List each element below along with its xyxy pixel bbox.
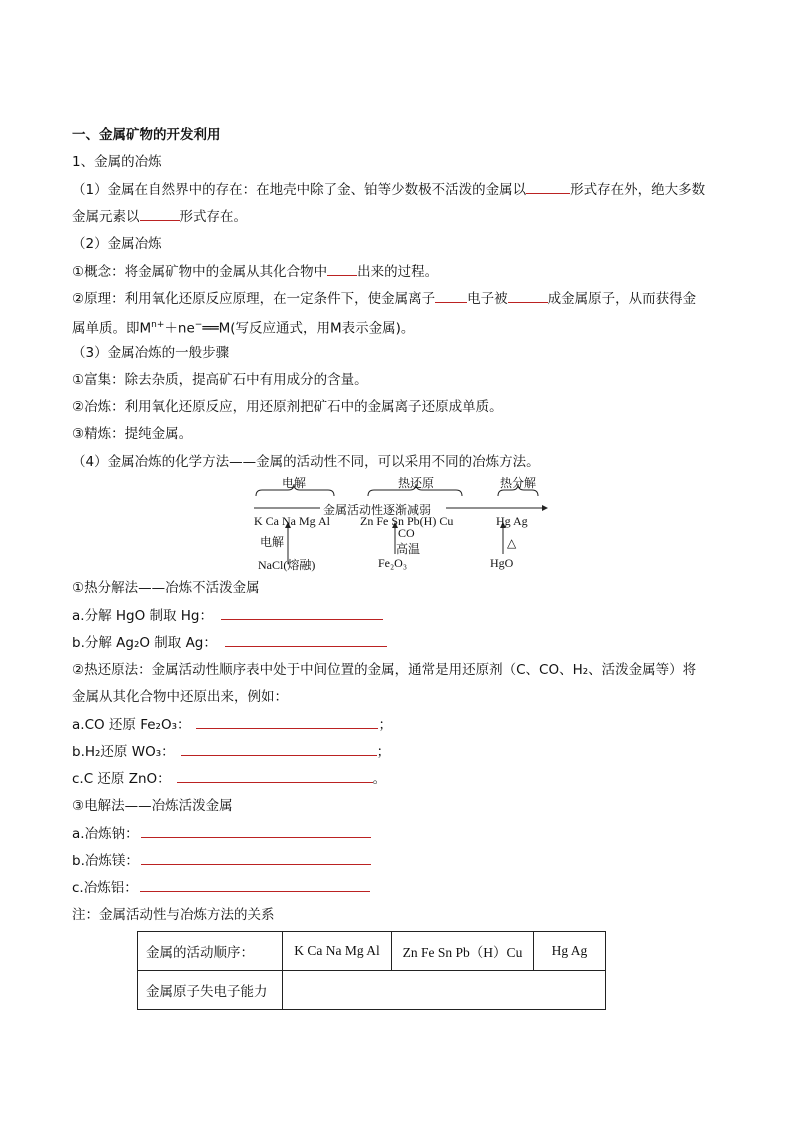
exercise-line — [72, 824, 371, 843]
table-row — [138, 971, 606, 1010]
metals-group-1: K Ca Na Mg Al — [254, 514, 330, 528]
brace-label-thermal-reduction: 热还原 — [398, 476, 435, 490]
table-cell: 金属的活动顺序： — [138, 932, 283, 971]
text: ══M(写反应通式，用M表示金属)。 — [202, 320, 415, 337]
brace-label-thermal-decomposition: 热分解 — [500, 476, 537, 490]
exercise-line — [72, 878, 370, 897]
method-title-cont: 金属从其化合物中还原出来，例如： — [72, 689, 288, 705]
condition-high-temp: 高温 — [396, 542, 421, 556]
exercise-line — [72, 715, 392, 734]
text: 属单质。即M — [72, 320, 152, 337]
exercise-line — [72, 851, 371, 870]
text: ＋ne — [164, 320, 195, 337]
text: c.C 还原 ZnO： — [72, 771, 171, 787]
text: ②原理：利用氧化还原反应原理，在一定条件下，使金属离子 — [72, 291, 436, 307]
metals-group-2: Zn Fe Sn Pb(H) Cu — [360, 514, 454, 528]
concept-line — [72, 262, 438, 281]
source-hgo: HgO — [490, 556, 514, 570]
principle-line1 — [72, 289, 696, 308]
paragraph-existence-line2 — [72, 207, 247, 226]
fill-blank[interactable] — [140, 207, 180, 221]
text: a.分解 HgO 制取 Hg： — [72, 608, 214, 624]
step-line: ②冶炼：利用氧化还原反应，用还原剂把矿石中的金属离子还原成单质。 — [72, 399, 503, 415]
text: （1）金属在自然界中的存在：在地壳中除了金、铂等少数极不活泼的金属以 — [72, 182, 527, 198]
metal-activity-diagram — [250, 476, 550, 576]
subsection-title: （3）金属冶炼的一般步骤 — [72, 345, 230, 361]
text: ①概念：将金属矿物中的金属从其化合物中 — [72, 264, 328, 280]
table-cell-empty[interactable] — [283, 971, 606, 1010]
text: b.分解 Ag₂O 制取 Ag： — [72, 635, 217, 651]
method-title: ①热分解法——冶炼不活泼金属 — [72, 580, 260, 596]
answer-field[interactable] — [225, 633, 387, 647]
method-title: ②热还原法：金属活动性顺序表中处于中间位置的金属，通常是用还原剂（C、CO、H₂、活泼金属等）将 — [72, 662, 697, 678]
text: c.冶炼铝： — [72, 880, 138, 896]
answer-field[interactable] — [140, 878, 370, 892]
condition-heat: △ — [507, 536, 517, 550]
superscript: n+ — [151, 320, 165, 330]
method-title: ③电解法——冶炼活泼金属 — [72, 798, 233, 814]
text: b.冶炼镁： — [72, 853, 139, 869]
answer-field[interactable] — [221, 606, 383, 620]
answer-field[interactable] — [141, 851, 371, 865]
activity-method-table — [137, 931, 606, 1010]
activity-arrow-label: 金属活动性逐渐减弱 — [323, 503, 432, 517]
text: 电子被 — [467, 291, 508, 307]
table-cell: Zn Fe Sn Pb（H）Cu — [392, 932, 534, 971]
fill-blank[interactable] — [526, 180, 570, 194]
table-cell: Hg Ag — [534, 932, 606, 971]
text: 形式存在。 — [179, 209, 247, 225]
text: ； — [378, 717, 392, 733]
text: b.H₂还原 WO₃： — [72, 744, 175, 760]
answer-field[interactable] — [196, 715, 378, 729]
subsection-title: （2）金属冶炼 — [72, 236, 162, 252]
text: 成金属原子，从而获得金 — [547, 291, 697, 307]
table-row — [138, 932, 606, 971]
step-line: ①富集：除去杂质，提高矿石中有用成分的含量。 — [72, 372, 368, 388]
exercise-line — [72, 633, 387, 652]
fill-blank[interactable] — [327, 262, 357, 276]
table-cell: 金属原子失电子能力 — [138, 971, 283, 1010]
subsection-title: （4）金属冶炼的化学方法——金属的活动性不同，可以采用不同的冶炼方法。 — [72, 454, 540, 470]
fill-blank[interactable] — [435, 289, 467, 303]
text: 金属元素以 — [72, 209, 140, 225]
answer-field[interactable] — [177, 769, 373, 783]
brace-label-electrolysis: 电解 — [282, 476, 307, 490]
principle-line2 — [72, 316, 414, 338]
text: a.冶炼钠： — [72, 826, 139, 842]
condition-electrolysis: 电解 — [260, 535, 285, 549]
answer-field[interactable] — [141, 824, 371, 838]
source-fe2o3: Fe₂O₃ — [378, 556, 408, 570]
source-nacl: NaCl(熔融) — [258, 558, 316, 572]
reductant-co: CO — [398, 526, 415, 540]
superscript: − — [194, 320, 203, 330]
metals-group-3: Hg Ag — [496, 514, 528, 528]
table-cell: K Ca Na Mg Al — [283, 932, 392, 971]
exercise-line — [72, 742, 390, 761]
arrow-head — [542, 505, 548, 511]
fill-blank[interactable] — [508, 289, 548, 303]
text: 。 — [372, 771, 387, 787]
text: a.CO 还原 Fe₂O₃： — [72, 717, 191, 733]
text: 出来的过程。 — [357, 264, 439, 280]
text: 形式存在外，绝大多数 — [570, 182, 706, 198]
text: ； — [376, 744, 391, 760]
exercise-line — [72, 606, 383, 625]
note: 注：金属活动性与冶炼方法的关系 — [72, 907, 275, 923]
step-line: ③精炼：提纯金属。 — [72, 426, 193, 442]
section-title: 一、金属矿物的开发利用 — [72, 127, 221, 143]
exercise-line — [72, 769, 386, 788]
answer-field[interactable] — [181, 742, 377, 756]
paragraph-existence-line1 — [72, 180, 705, 199]
subsection-title: 1、金属的冶炼 — [72, 154, 162, 170]
